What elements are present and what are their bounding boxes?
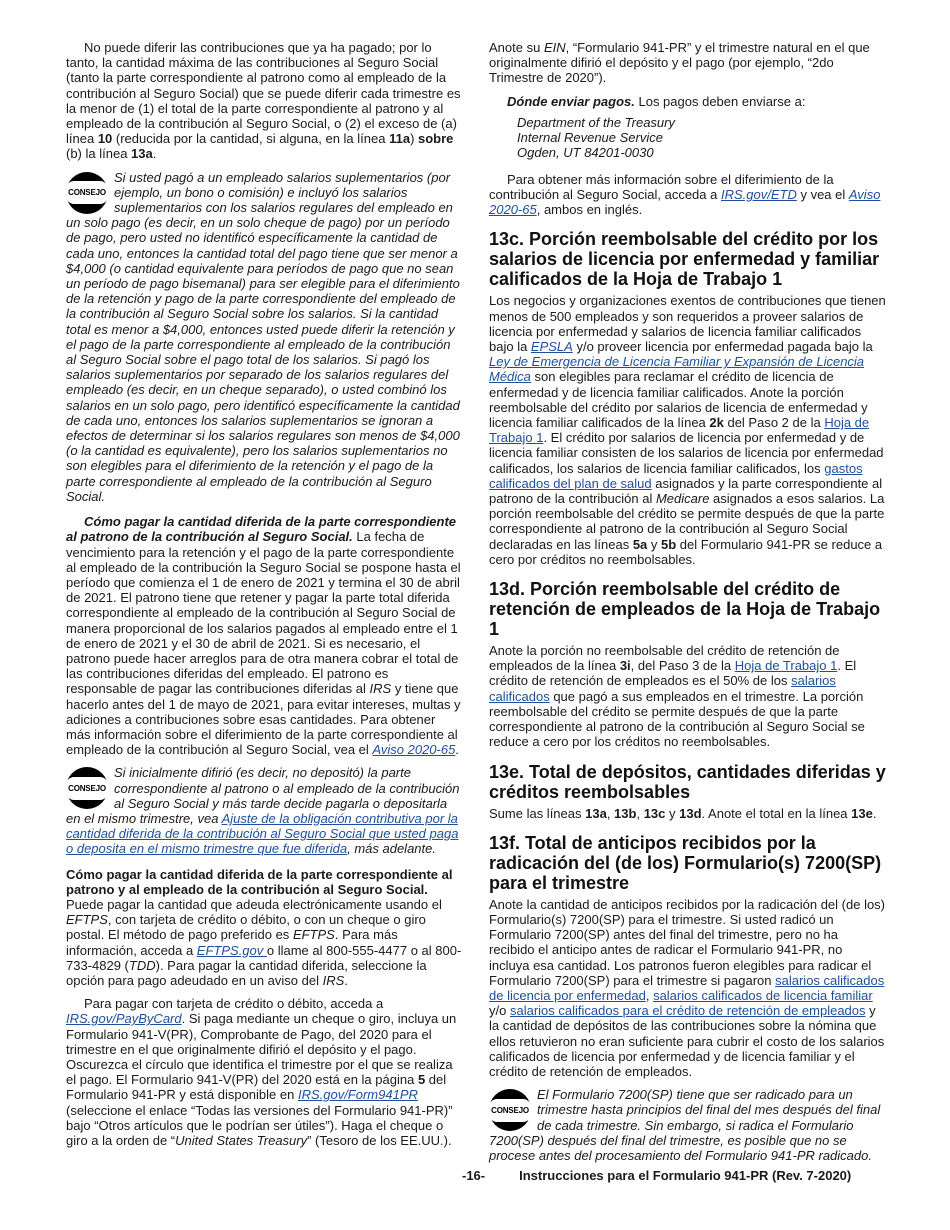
text: United States Treasury bbox=[175, 1133, 308, 1149]
line-ref: 11a bbox=[389, 131, 411, 147]
paragraph-more-info bbox=[489, 172, 886, 218]
text: Anote su bbox=[489, 40, 544, 55]
paragraph-where-send bbox=[489, 94, 886, 109]
worksheet1-link[interactable]: Hoja de Trabajo 1 bbox=[489, 415, 870, 446]
address-line: Ogden, UT 84201-0030 bbox=[517, 144, 654, 160]
consejo-label: CONSEJO bbox=[66, 777, 108, 800]
consejo-label: CONSEJO bbox=[489, 1099, 531, 1122]
paragraph-heading: Dónde enviar pagos. bbox=[507, 93, 635, 109]
text: y/o proveer licencia por enfermedad pagada bajo la bbox=[572, 339, 873, 355]
line-ref: 2k bbox=[709, 415, 724, 431]
text: (b) la línea bbox=[66, 146, 132, 162]
text: Para pagar con tarjeta de crédito o débito, acceda a bbox=[84, 996, 384, 1012]
emphasis: sobre bbox=[418, 131, 454, 147]
line-ref: 13a bbox=[131, 146, 153, 162]
text: del Formulario 941-PR se reduce a cero por créditos no reembolsables. bbox=[489, 536, 883, 567]
text: Sume las líneas bbox=[489, 805, 586, 821]
text: Para obtener más información sobre el diferimiento de la contribución al Seguro Social, acceda a bbox=[489, 171, 834, 203]
text: Anote la cantidad de anticipos recibidos por la radicación del (de los) Formulario(s) 7200(SP) para el trimestre. Si usted radicó un Formulario 7200(SP) antes del final del trimestre, pero no ha recibido el anticipo antes de radicar el Formulario 941-PR, no incluya esa cantidad. Los patronos fueron elegibles para radicar el Formulario 7200(SP) para el trimestre si pagaron bbox=[489, 896, 886, 988]
tip-text: El Formulario 7200(SP) tiene que ser radicado para un trimestre hasta principios del final del mes después del final de cada trimestre. Sin embargo, si radica el Formulario 7200(SP) después del final del trimestre, es posible que no se procese antes del procesamiento del Formulario 941-PR radicado. bbox=[489, 1087, 881, 1163]
text: , del Paso 3 de la bbox=[630, 658, 735, 674]
paragraph-heading: Cómo pagar la cantidad diferida de la parte correspondiente al patrono de la contribución al Seguro Social. bbox=[66, 514, 457, 545]
consejo-icon bbox=[66, 172, 108, 214]
line-ref: 5a bbox=[632, 536, 648, 552]
tip-text: Si usted pagó a un empleado salarios suplementarios (por ejemplo, un bono o comisión) e incluyó los salarios suplementarios con los salarios regulares del empleado en un solo pago (es decir, en un solo cheque de pago) por un período de pago, pero usted no identificó específicamente la cantidad de cada uno, entonces la cantidad total del pago tiene que ser menor a $4,000 (o cantidad equivalente para períodos de pago que no sean un período de pago bisemanal) para ser elegible para el diferimiento de la retención y pago de la parte correspondiente del empleado de la contribución al Seguro Social sobre los salarios. Si la cantidad total es menor a $4,000, entonces usted puede diferir la retención y el pago de la parte correspondiente al empleado de la contribución al Seguro Social sobre el pago total de los salarios. Si pagó los salarios suplementarios por separado de los salarios regulares del empleado (es decir, en un cheque separado), o usted combinó los salarios en un solo pago, pero identificó específicamente la cantidad de cada uno, entonces los salarios suplementarios se ignoran a efectos de determinar si los salarios regulares son menos de $4,000 (o la cantidad es equivalente), pero los salarios suplementarios no son elegibles para el diferimiento de la retención y el pago de la parte correspondiente al empleado de la contribución al Seguro Social. bbox=[66, 169, 460, 504]
text: EIN bbox=[543, 40, 566, 55]
text: (seleccione el enlace “Todas las versiones del Formulario 941-PR)” bajo “Otros artículos que le podrían ser útiles”). Haga el cheque o giro a la orden de “ bbox=[66, 1102, 453, 1149]
form941pr-link[interactable]: IRS.gov/Form941PR bbox=[297, 1087, 418, 1103]
text: ) bbox=[410, 131, 419, 147]
qualified-wages-link[interactable]: salarios calificados bbox=[489, 673, 836, 704]
text: Anote la porción no reembolsable del crédito de retención de empleados de la línea bbox=[489, 643, 840, 674]
text: La fecha de vencimiento para la retención y el pago de la parte correspondiente al empleado de la contribución la Seguro Social se pospone hasta el período que comienza el 1 de enero de 2021 y termina el 30 de abril de 2021. El patrono tiene que retener y pagar la parte total diferida correspondiente al empleado de la contribución al Seguro Social de manera proporcional de los salarios pagados al empleado entre el 1 de enero de 2021 y el 30 de abril de 2021. Si es necesario, el patrono puede hacer arreglos para de otra manera cobrar el total de las contribuciones diferidas del empleado. El patrono es responsable de pagar las contribuciones diferidas al bbox=[66, 529, 461, 697]
etd-link[interactable]: IRS.gov/ETD bbox=[720, 187, 797, 203]
text: . bbox=[455, 742, 459, 758]
emergency-leave-link[interactable]: Ley de Emergencia de Licencia Familiar y Expansión de Licencia Médica bbox=[489, 354, 865, 385]
text: . El crédito de retención de empleados es el 50% de los bbox=[489, 658, 857, 689]
text: asignados a esos salarios. La porción reembolsable del crédito se permite después de que la parte correspondiente al patrono de la contribución al Seguro Social declaradas en las líneas bbox=[489, 491, 885, 552]
heading-13d: 13d. Porción reembolsable del crédito de retención de empleados de la Hoja de Trabajo 1 bbox=[489, 579, 881, 640]
text: EFTPS bbox=[66, 912, 108, 928]
text: y vea el bbox=[796, 187, 849, 203]
worksheet1-link[interactable]: Hoja de Trabajo 1 bbox=[734, 658, 838, 674]
text: del Paso 2 de la bbox=[723, 415, 825, 431]
tip-text: Si inicialmente difirió (es decir, no depositó) la parte correspondiente al patrono o al empleado de la contribución al Seguro Social y más tarde decide pagarla o depositarla en el mismo trimestre, vea bbox=[66, 765, 460, 826]
text: que pagó a sus empleados en el trimestre. La porción reembolsable del crédito se permite después de que la parte correspondiente al patrono de la contribución al Seguro Social se reduce a cero por los créditos no reembolsables. bbox=[489, 688, 865, 750]
heading-13e: 13e. Total de depósitos, cantidades diferidas y créditos reembolsables bbox=[489, 761, 886, 802]
text: Los negocios y organizaciones exentos de contribuciones que tienen menos de 500 empleados y son requeridos a proveer salarios de licencia por enfermedad y salarios de licencia familiar calificados bajo la bbox=[489, 293, 886, 355]
text: ). Para pagar la cantidad diferida, seleccione la opción para pago adeudado en un aviso del bbox=[66, 957, 427, 988]
text: TDD bbox=[128, 957, 156, 973]
page-footer bbox=[462, 1168, 851, 1183]
mailing-address bbox=[517, 115, 886, 160]
retention-credit-link[interactable]: salarios calificados para el crédito de retención de empleados bbox=[509, 1003, 866, 1019]
line-ref: 13a bbox=[585, 805, 607, 821]
text: . bbox=[344, 972, 348, 988]
paragraph-how-to-pay bbox=[66, 867, 462, 989]
text: EFTPS bbox=[292, 927, 335, 943]
text: No puede diferir las contribuciones que ya ha pagado; por lo tanto, la cantidad máxima de las contribuciones al Seguro Social (tanto la parte correspondiente al patrono como al empleado de la contribución al Seguro Social) que se puede diferir cada trimestre es la menor de (1) el total de la parte correspondiente al patrono y al empleado de la contribución al Seguro Social, o (2) el exceso de (a) línea bbox=[66, 40, 461, 147]
line-ref: 3i bbox=[619, 658, 631, 674]
heading-13c: 13c. Porción reembolsable del crédito por los salarios de licencia por enfermedad y familiar calificados de la Hoja de Trabajo 1 bbox=[489, 229, 880, 290]
text: , ambos en inglés. bbox=[536, 202, 643, 218]
paybycard-link[interactable]: IRS.gov/PayByCard bbox=[66, 1011, 182, 1027]
text: ” (Tesoro de los EE.UU.). bbox=[307, 1133, 452, 1149]
paragraph-employer-deferral bbox=[66, 514, 462, 757]
text: , bbox=[636, 805, 644, 821]
tip-text: , más adelante. bbox=[347, 841, 436, 857]
page-number: -16- bbox=[462, 1168, 486, 1183]
text: Los pagos deben enviarse a: bbox=[634, 93, 806, 109]
sick-leave-link[interactable]: salarios calificados de licencia por enfermedad bbox=[489, 972, 885, 1003]
address-line: Department of the Treasury bbox=[517, 114, 675, 130]
text: y bbox=[665, 805, 680, 821]
text: . bbox=[872, 805, 877, 821]
text: IRS bbox=[369, 681, 392, 697]
text: Medicare bbox=[655, 491, 710, 507]
aviso-link[interactable]: Aviso 2020-65 bbox=[489, 187, 881, 218]
paragraph-heading: Cómo pagar la cantidad diferida de la parte correspondiente al patrono y al empleado de la contribución al Seguro Social. bbox=[66, 866, 453, 897]
text: y la cantidad de depósitos de las contribuciones sobre la nómina que ellos retuvieron no eran suficiente para cubrir el costo de los salarios calificados de licencia por enfermedad y de licencia familiar y el crédito de retención de empleados. bbox=[489, 1003, 885, 1079]
tip-supplemental-wages bbox=[66, 170, 462, 504]
eftps-link[interactable]: EFTPS.gov bbox=[196, 942, 267, 958]
consejo-icon bbox=[66, 767, 108, 809]
adjustment-link[interactable]: Ajuste de la obligación contributiva por la cantidad diferida de la contribución al Seguro Social que usted paga o deposita en el mismo trimestre que fue diferida bbox=[66, 810, 459, 857]
text: o llame al 800-555-4477 o al 800-733-4829 ( bbox=[66, 942, 462, 973]
line-ref: 13d bbox=[679, 805, 702, 821]
text: y tiene que hacerlo antes del 1 de mayo de 2021, para evitar intereses, multas y adiciones a contribuciones sobre esas cantidades. Para obtener más información sobre el diferimiento de la parte correspondiente al empleado de la contribución al Seguro Social, vea el bbox=[66, 681, 461, 758]
text: asignados y la parte correspondiente al patrono de la contribución al bbox=[489, 475, 883, 507]
text: . Para más información, acceda a bbox=[66, 927, 398, 958]
tip-form-7200 bbox=[489, 1087, 886, 1163]
line-ref: 13e bbox=[851, 805, 873, 821]
paragraph-13f bbox=[489, 897, 886, 1079]
paragraph-13c bbox=[489, 293, 886, 567]
aviso-link[interactable]: Aviso 2020-65 bbox=[372, 742, 456, 758]
text: , bbox=[606, 805, 615, 821]
text: y/o bbox=[489, 1003, 510, 1019]
paragraph-13d bbox=[489, 643, 886, 749]
text: Puede pagar la cantidad que adeuda electrónicamente usando el bbox=[66, 896, 442, 912]
address-line: Internal Revenue Service bbox=[517, 129, 663, 145]
paragraph-max-deferral bbox=[66, 40, 462, 162]
text: y bbox=[647, 536, 662, 552]
text: . El crédito por salarios de licencia por enfermedad y de licencia familiar consisten de los salarios de licencia por enfermedad calificados, los salarios de licencia familiar calificados, los bbox=[489, 430, 884, 476]
text: . Si paga mediante un cheque o giro, incluya un Formulario 941-V(PR), Comprobante de Pago, del 2020 para el trimestre en el que originalmente difirió el depósito y el pago. Oscurezca el círculo que identifica el trimestre por el que se realiza el pago. El Formulario 941-V(PR) del 2020 está en la página bbox=[66, 1011, 457, 1088]
paragraph-ein bbox=[489, 40, 886, 86]
text: , con tarjeta de crédito o débito, o con un cheque o giro postal. El método de pago preferido es bbox=[66, 912, 426, 943]
consejo-label: CONSEJO bbox=[66, 181, 108, 204]
line-ref: 5b bbox=[661, 536, 677, 552]
footer-title: Instrucciones para el Formulario 941-PR (Rev. 7-2020) bbox=[519, 1168, 852, 1183]
paragraph-card-payment bbox=[66, 996, 462, 1148]
heading-13f: 13f. Total de anticipos recibidos por la radicación del (de los) Formulario(s) 7200(SP) para el trimestre bbox=[489, 832, 882, 893]
left-column bbox=[66, 40, 462, 1156]
family-leave-link[interactable]: salarios calificados de licencia familiar bbox=[653, 987, 873, 1003]
line-ref: 13b bbox=[614, 805, 637, 821]
text: . bbox=[152, 146, 157, 162]
consejo-icon bbox=[489, 1089, 531, 1131]
text: (reducida por la cantidad, si alguna, en la línea bbox=[112, 131, 390, 147]
text: , bbox=[645, 987, 654, 1003]
text: del Formulario 941-PR y está disponible en bbox=[66, 1072, 447, 1103]
line-ref: 10 bbox=[97, 131, 113, 147]
page-ref: 5 bbox=[417, 1072, 426, 1088]
text: . Anote el total en la línea bbox=[701, 805, 852, 821]
health-plan-link[interactable]: gastos calificados del plan de salud bbox=[489, 460, 863, 491]
text: , “Formulario 941-PR” y el trimestre natural en el que originalmente difirió el depósito y el pago (por ejemplo, “2do Trimestre de 2020”). bbox=[489, 40, 870, 86]
text: IRS bbox=[322, 972, 345, 988]
text: son elegibles para reclamar el crédito de licencia de enfermedad y de licencia familiar calificados. Anote la porción reembolsable del crédito por salarios de licencia de enfermedad y licencia familiar calificados de la línea bbox=[489, 369, 868, 431]
tip-initial-deferral bbox=[66, 765, 462, 856]
paragraph-13e bbox=[489, 806, 886, 821]
line-ref: 13c bbox=[643, 805, 666, 821]
right-column bbox=[489, 40, 886, 1173]
epsla-link[interactable]: EPSLA bbox=[530, 339, 573, 355]
